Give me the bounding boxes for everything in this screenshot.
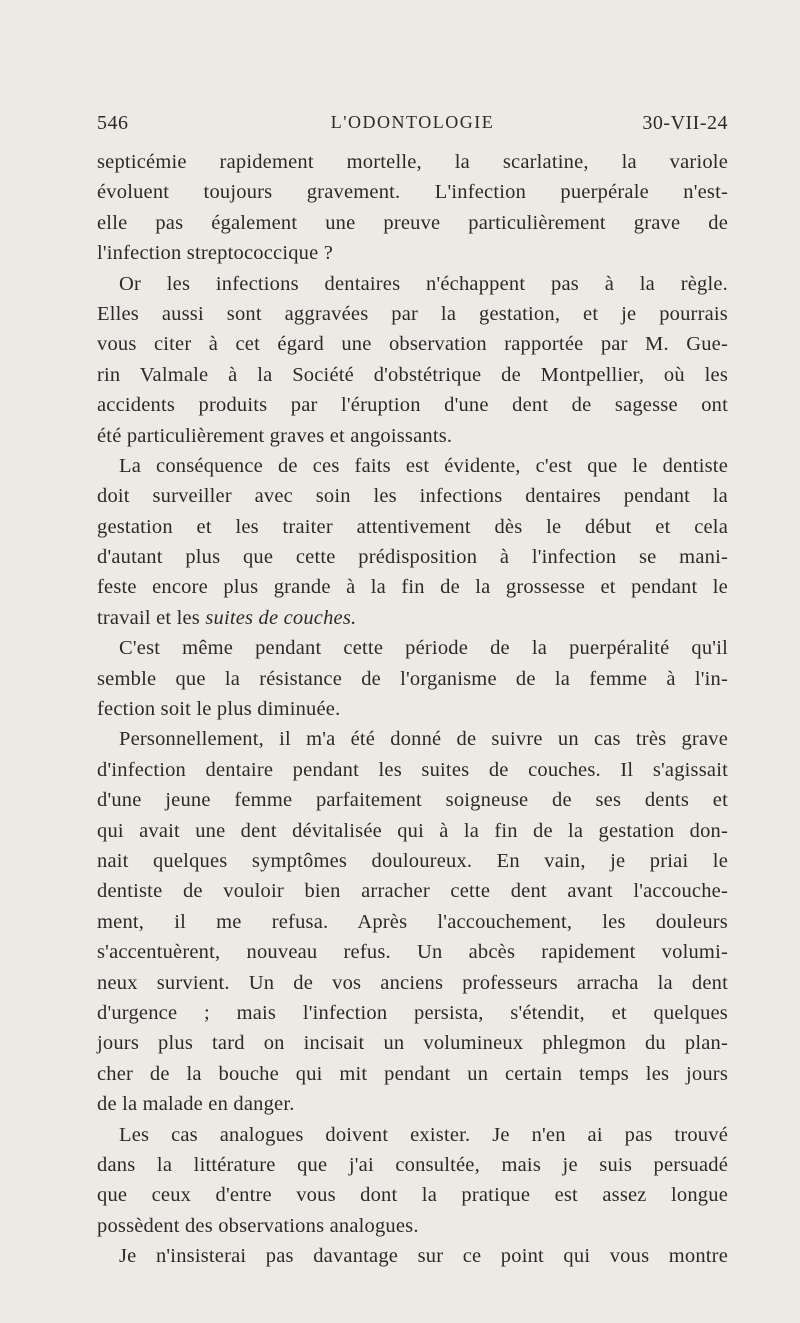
italic-phrase: suites de couches. [205,606,357,629]
text-line: d'infection dentaire pendant les suites de couches. Il s'agissait [97,758,728,781]
journal-title: L'ODONTOLOGIE [330,112,495,132]
text-line: accidents produits par l'éruption d'une dent de sagesse ont [97,394,728,417]
text-line: Personnellement, il m'a été donné de suivre un cas très grave [119,728,728,751]
running-head [97,112,728,142]
text-line: d'autant plus que cette prédisposition à l'infection se mani- [97,546,728,569]
text-line: rin Valmale à la Société d'obstétrique de Montpellier, où les [97,363,728,386]
text-line: été particulièrement graves et angoissants. [97,424,453,447]
text-line: s'accentuèrent, nouveau refus. Un abcès rapidement volumi- [97,941,728,964]
text-line: nait quelques symptômes douloureux. En vain, je priai le [97,849,728,872]
text-line: évoluent toujours gravement. L'infection puerpérale n'est- [97,181,728,204]
text-line: doit surveiller avec soin les infections dentaires pendant la [97,485,728,508]
text-line: dans la littérature que j'ai consultée, mais je suis persuadé [97,1153,728,1176]
text-line: gestation et les traiter attentivement dès le début et cela [97,515,728,538]
text-line: septicémie rapidement mortelle, la scarlatine, la variole [97,151,728,173]
text-line: Elles aussi sont aggravées par la gestation, et je pourrais [97,302,728,325]
text-line: jours plus tard on incisait un volumineux phlegmon du plan- [97,1032,728,1055]
text-line: que ceux d'entre vous dont la pratique est assez longue [97,1184,728,1207]
text-line: feste encore plus grande à la fin de la grossesse et pendant le [97,576,728,599]
book-page [97,112,728,1271]
text-line: cher de la bouche qui mit pendant un certain temps les jours [97,1062,728,1085]
text-line: ment, il me refusa. Après l'accouchement, les douleurs [97,910,728,933]
text-line: d'urgence ; mais l'infection persista, s'étendit, et quelques [97,1001,728,1024]
text-line: qui avait une dent dévitalisée qui à la fin de la gestation don- [97,819,728,842]
text-line: Je n'insisterai pas davantage sur ce point qui vous montre [119,1245,728,1268]
text-line: La conséquence de ces faits est évidente, c'est que le dentiste [119,454,728,477]
text-line: Les cas analogues doivent exister. Je n'en ai pas trouvé [119,1123,728,1146]
text-line: d'une jeune femme parfaitement soigneuse de ses dents et [97,789,728,812]
text-line: possèdent des observations analogues. [97,1214,419,1237]
text-line: C'est même pendant cette période de la puerpéralité qu'il [119,637,728,660]
text-line: elle pas également une preuve particulièrement grave de [97,211,728,234]
text-segment: travail et les [97,606,200,629]
text-line: l'infection streptococcique ? [97,242,334,265]
text-line-with-italic [97,603,728,633]
page-number: 546 [97,112,129,134]
text-line: dentiste de vouloir bien arracher cette dent avant l'accouche- [97,880,728,903]
text-line: de la malade en danger. [97,1093,295,1116]
text-line: semble que la résistance de l'organisme de la femme à l'in- [97,667,728,690]
text-line: Or les infections dentaires n'échappent pas à la règle. [119,272,728,295]
body-text [97,147,728,1271]
text-line: vous citer à cet égard une observation rapportée par M. Gue- [97,333,728,356]
text-line: neux survient. Un de vos anciens professeurs arracha la dent [97,971,728,994]
issue-date: 30-VII-24 [642,112,728,134]
text-line: fection soit le plus diminuée. [97,698,341,721]
